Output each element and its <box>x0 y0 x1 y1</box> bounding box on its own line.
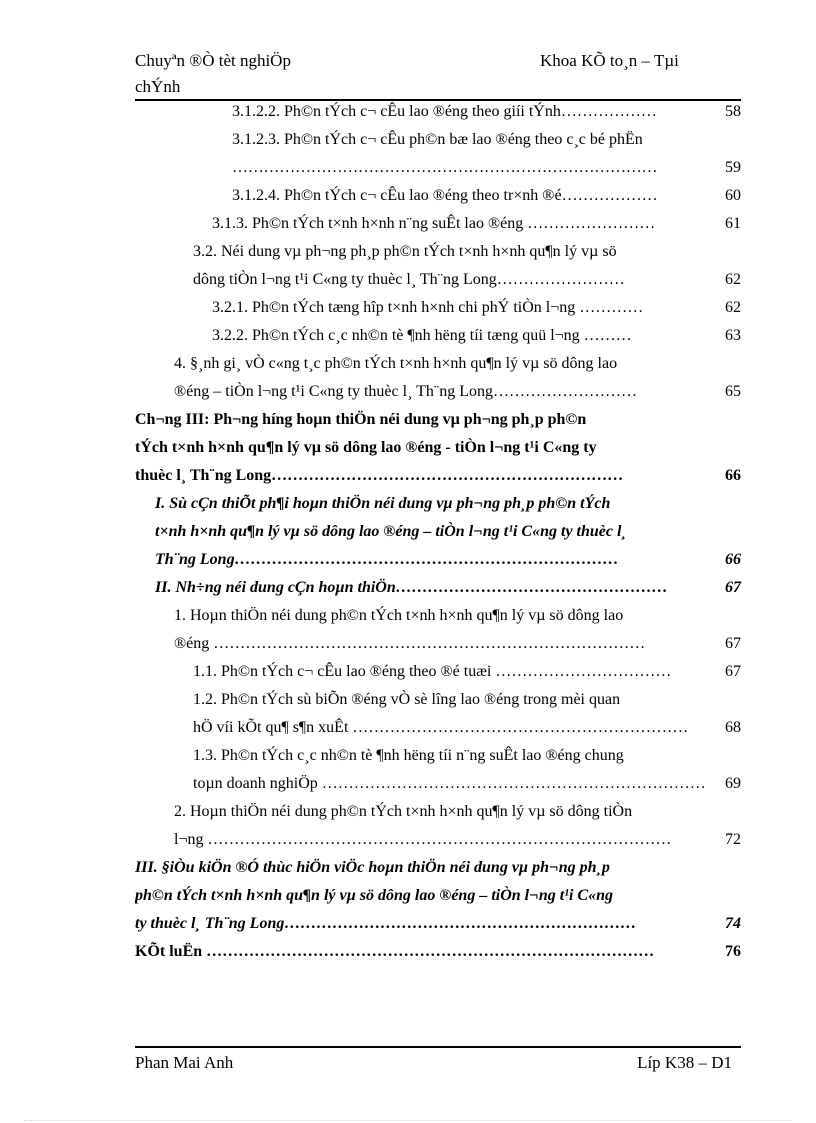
toc-page-number: 62 <box>725 271 741 288</box>
toc-entry-conclusion: KÕt luËn ………………………………………………………………………… <box>135 943 655 960</box>
toc-entry-3-1-3: 3.1.3. Ph©n tÝch t×nh h×nh n¨ng suÊt lao ®éng …………………… <box>212 215 656 232</box>
toc-page-number: 68 <box>725 719 741 736</box>
toc-page-number: 69 <box>725 775 741 792</box>
toc-entry-3-1-2-4: 3.1.2.4. Ph©n tÝch c¬ cÊu lao ®éng theo tr×nh ®é……………… <box>232 187 658 204</box>
toc-entry-3-1-2-2: 3.1.2.2. Ph©n tÝch c¬ cÊu lao ®éng theo giíi tÝnh……………… <box>232 103 657 120</box>
toc-page-number: 61 <box>725 215 741 232</box>
footer-divider <box>135 1046 741 1048</box>
header-left-title: Chuyªn ®Ò tèt nghiÖp <box>135 51 291 70</box>
toc-entry-2-2-cont: l¬ng …………………………………………………………………………… <box>174 831 672 848</box>
toc-entry-2-1-cont: ®éng ……………………………………………………………………… <box>174 635 646 652</box>
toc-entry-1-3: 1.3. Ph©n tÝch c¸c nh©n tè ¶nh hëng tíi n¨ng suÊt lao ®éng chung <box>193 747 624 764</box>
header-right-title: Khoa KÕ to¸n – Tµi <box>540 51 679 70</box>
toc-page-number: 76 <box>725 943 741 960</box>
footer-class: Líp K38 – D1 <box>637 1053 732 1072</box>
toc-entry-chapter-3-cont: thuèc l¸ Th¨ng Long………………………………………………………… <box>135 467 624 484</box>
footer-author: Phan Mai Anh <box>135 1053 234 1072</box>
toc-entry-chapter-3: Ch¬ng III: Ph¬ng híng hoµn thiÖn néi dung vµ ph¬ng ph¸p ph©n <box>135 411 587 428</box>
toc-entry-1-1: 1.1. Ph©n tÝch c¬ cÊu lao ®éng theo ®é tuæi …………………………… <box>193 663 672 680</box>
toc-entry-3-2-cont: dông tiÒn l¬ng t¹i C«ng ty thuèc l¸ Th¨ng Long…………………… <box>193 271 625 288</box>
toc-page-number: 74 <box>725 915 741 932</box>
toc-page-number: 59 <box>725 159 741 176</box>
toc-page-number: 60 <box>725 187 741 204</box>
toc-page-number: 62 <box>725 299 741 316</box>
toc-page-number: 65 <box>725 383 741 400</box>
toc-entry-1-3-cont: toµn doanh nghiÖp ……………………………………………………………… <box>193 775 706 792</box>
toc-page-number: 67 <box>725 663 741 680</box>
toc-dot-leader: ……………………………………………………………………… <box>232 159 658 176</box>
toc-entry-2-2: 2. Hoµn thiÖn néi dung ph©n tÝch t×nh h×nh qu¶n lý vµ sö dông tiÒn <box>174 803 633 820</box>
toc-entry-section-1: I. Sù cÇn thiÕt ph¶i hoµn thiÖn néi dung vµ ph¬ng ph¸p ph©n tÝch <box>155 495 611 512</box>
toc-page-number: 58 <box>725 103 741 120</box>
toc-entry-1-2-cont: hÖ víi kÕt qu¶ s¶n xuÊt ……………………………………………………… <box>193 719 689 736</box>
toc-entry-chapter-3-cont: tÝch t×nh h×nh qu¶n lý vµ sö dông lao ®éng - tiÒn l¬ng t¹i C«ng ty <box>135 439 597 456</box>
toc-entry-3-2: 3.2. Néi dung vµ ph¬ng ph¸p ph©n tÝch t×nh h×nh qu¶n lý vµ sö <box>193 243 617 260</box>
toc-entry-3-2-1: 3.2.1. Ph©n tÝch tæng hîp t×nh h×nh chi phÝ tiÒn l¬ng ………… <box>212 299 644 316</box>
toc-entry-section-1-cont: Th¨ng Long……………………………………………………………… <box>155 551 619 568</box>
toc-page-number: 72 <box>725 831 741 848</box>
header-divider <box>135 99 741 101</box>
toc-entry-1-2: 1.2. Ph©n tÝch sù biÕn ®éng vÒ sè lîng lao ®éng trong mèi quan <box>193 691 621 708</box>
toc-entry-3-1-2-3: 3.1.2.3. Ph©n tÝch c¬ cÊu ph©n bæ lao ®éng theo c¸c bé phËn <box>232 131 643 148</box>
toc-entry-section-3: III. §iÒu kiÖn ®Ó thùc hiÖn viÖc hoµn thiÖn néi dung vµ ph¬ng ph¸p <box>135 859 610 876</box>
toc-entry-section-1-cont: t×nh h×nh qu¶n lý vµ sö dông lao ®éng – tiÒn l¬ng t¹i C«ng ty thuèc l¸ <box>155 523 627 540</box>
toc-entry-4: 4. §¸nh gi¸ vÒ c«ng t¸c ph©n tÝch t×nh h×nh qu¶n lý vµ sö dông lao <box>174 355 618 372</box>
toc-entry-section-3-cont: ph©n tÝch t×nh h×nh qu¶n lý vµ sö dông lao ®éng – tiÒn l¬ng t¹i C«ng <box>135 887 613 904</box>
toc-page-number: 66 <box>725 467 741 484</box>
toc-page-number: 66 <box>725 551 741 568</box>
toc-entry-4-cont: ®éng – tiÒn l¬ng t¹i C«ng ty thuèc l¸ Th¨ng Long……………………… <box>174 383 637 400</box>
toc-entry-2-1: 1. Hoµn thiÖn néi dung ph©n tÝch t×nh h×nh qu¶n lý vµ sö dông lao <box>174 607 624 624</box>
toc-page-number: 67 <box>725 579 741 596</box>
toc-page-number: 67 <box>725 635 741 652</box>
toc-entry-3-2-2: 3.2.2. Ph©n tÝch c¸c nh©n tè ¶nh hëng tíi tæng quü l¬ng ……… <box>212 327 632 344</box>
toc-page-number: 63 <box>725 327 741 344</box>
toc-entry-section-2: II. Nh÷ng néi dung cÇn hoµn thiÖn…………………………………………… <box>155 579 668 596</box>
toc-entry-section-3-cont: ty thuèc l¸ Th¨ng Long………………………………………………………… <box>135 915 637 932</box>
page-boundary <box>24 1120 792 1121</box>
header-left-title-cont: chÝnh <box>135 77 181 96</box>
